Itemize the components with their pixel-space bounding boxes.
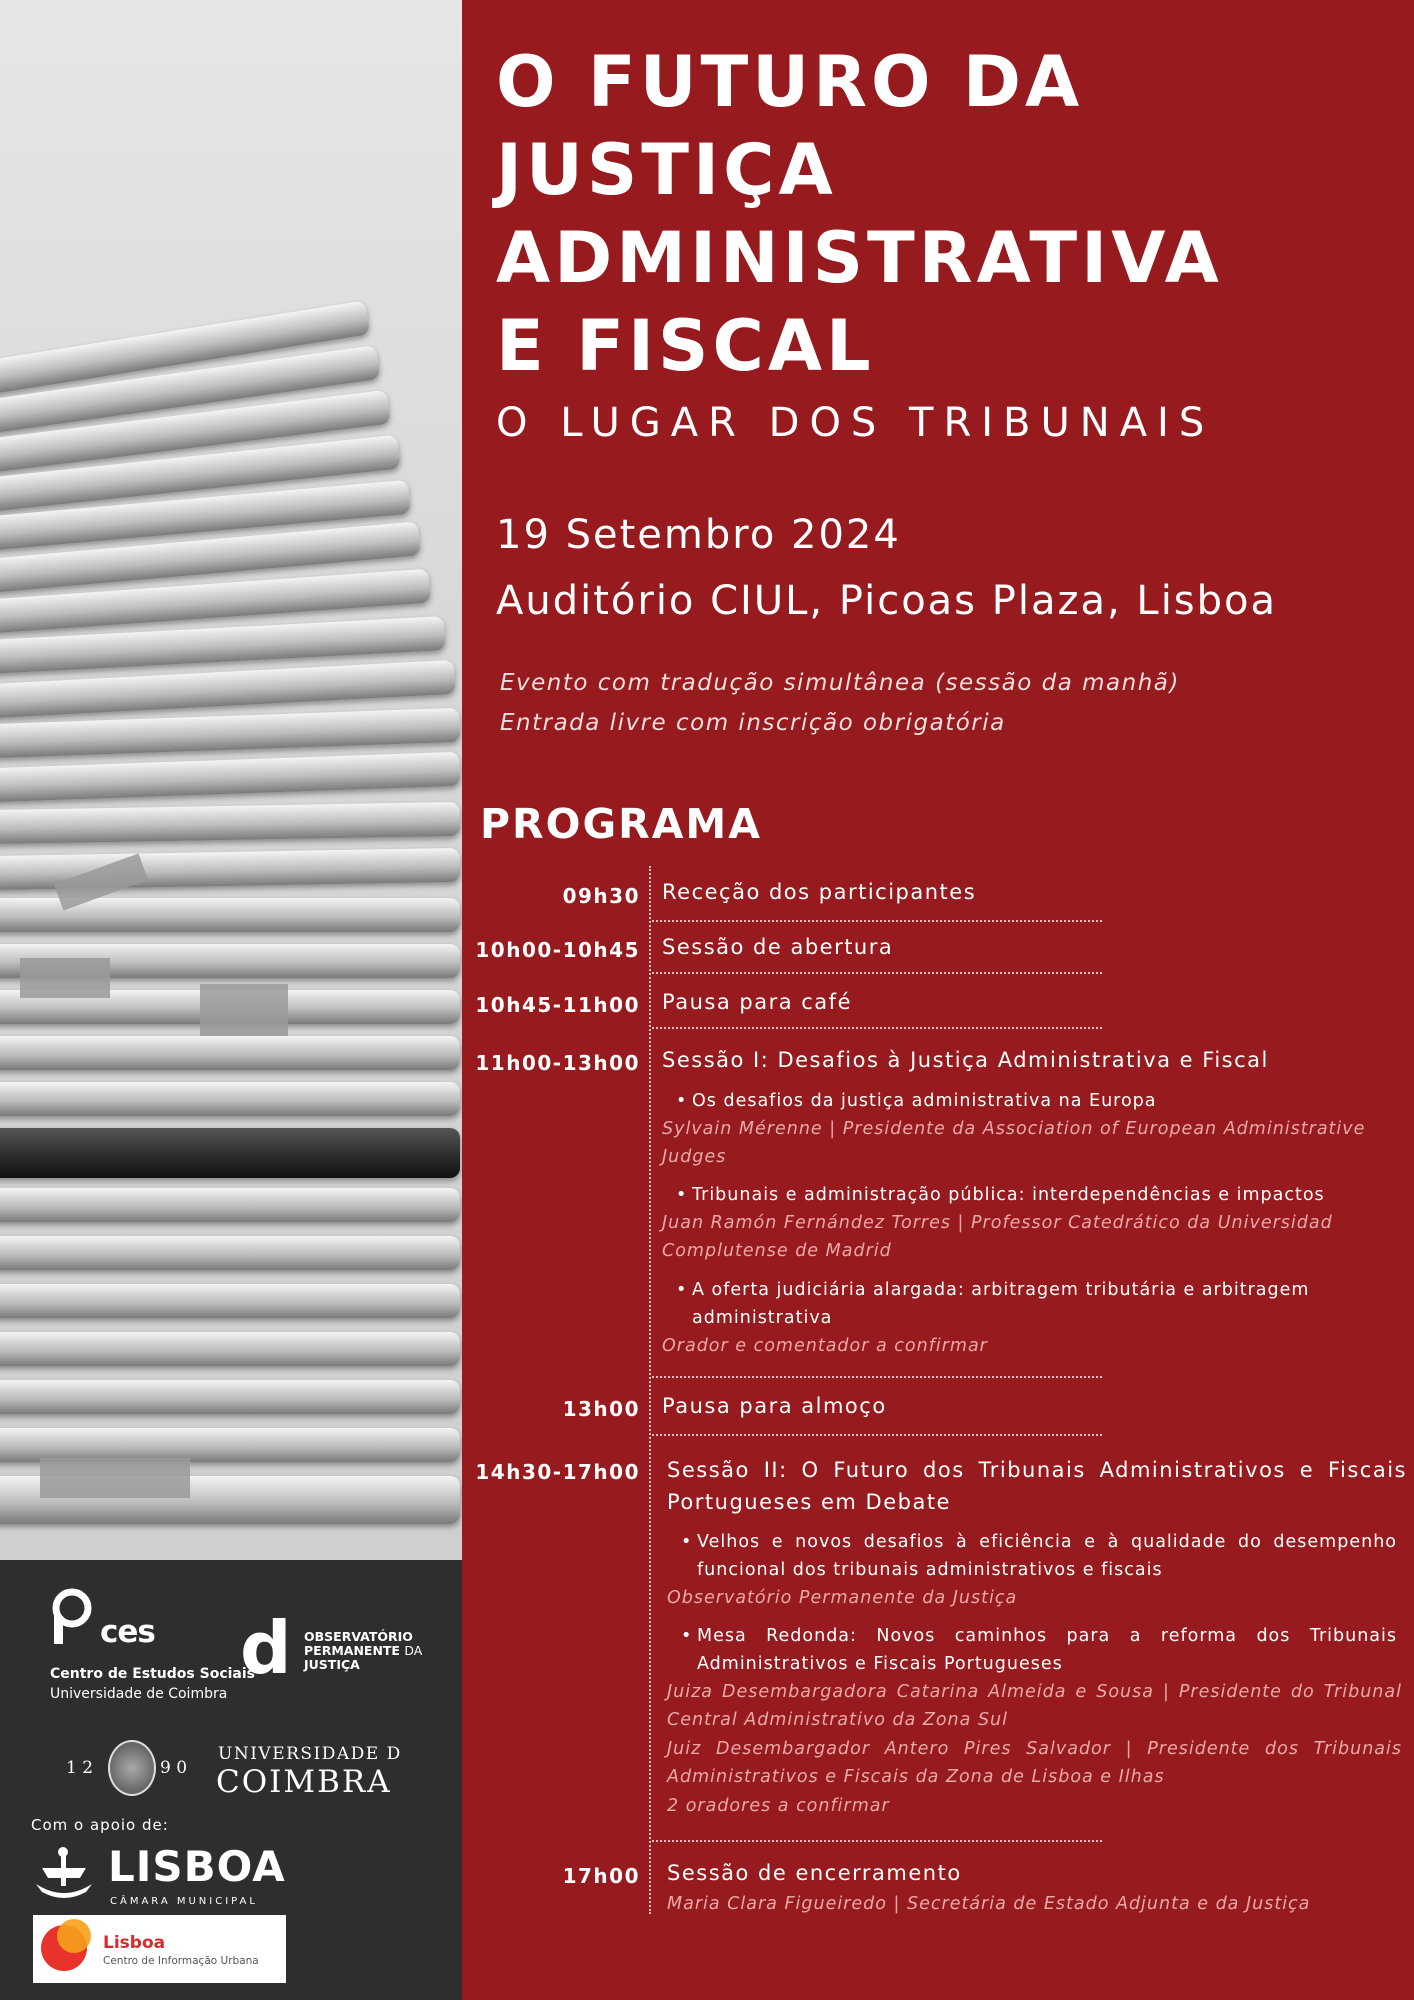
ces-mark-icon xyxy=(50,1586,98,1646)
schedule-title: Receção dos participantes xyxy=(662,880,977,904)
schedule-time: 17h00 xyxy=(562,1864,640,1888)
talk-speaker: Juiz Desembargador Antero Pires Salvador | Presidente dos Tribunais Administrativos e Fiscais da Zona de Lisboa e Ilhas xyxy=(667,1739,1402,1787)
schedule-time: 14h30-17h00 xyxy=(475,1460,640,1484)
paper-tab xyxy=(40,1458,190,1498)
schedule-time: 13h00 xyxy=(562,1397,640,1421)
book-layer xyxy=(0,1188,460,1222)
schedule-time: 09h30 xyxy=(562,884,640,908)
schedule-time: 10h00-10h45 xyxy=(475,938,640,962)
talk-topic: • Os desafios da justiça administrativa na Europa xyxy=(676,1091,1157,1111)
talk-speaker: Orador e comentador a confirmar xyxy=(662,1336,988,1356)
talk-speaker: Juiza Desembargadora Catarina Almeida e Sousa | Presidente do Tribunal Central Administrativo da Zona Sul xyxy=(667,1682,1402,1730)
talk-topic: • A oferta judiciária alargada: arbitragem tributária e arbitragem administrativa xyxy=(676,1280,1310,1328)
event-subtitle: O LUGAR DOS TRIBUNAIS xyxy=(496,400,1215,446)
talk-speaker: Sylvain Mérenne | Presidente da Association of European Administrative Judges xyxy=(662,1119,1366,1167)
ciu-subtitle: Centro de Informação Urbana xyxy=(103,1955,259,1967)
book-layer xyxy=(0,802,460,844)
book-layer xyxy=(0,708,460,758)
lisboa-wordmark: LISBOA xyxy=(108,1842,286,1891)
schedule-time: 11h00-13h00 xyxy=(475,1051,640,1075)
book-layer xyxy=(0,1332,460,1366)
stacked-papers-photo xyxy=(0,0,462,1560)
lisboa-ship-icon xyxy=(30,1846,98,1902)
ciu-circle-icon xyxy=(57,1919,91,1953)
separator xyxy=(652,972,1102,974)
talk-topic: • Tribunais e administração pública: interdependências e impactos xyxy=(676,1185,1325,1205)
programa-heading: PROGRAMA xyxy=(480,800,762,848)
observatorio-line2a: PERMANENTE xyxy=(304,1643,400,1658)
separator xyxy=(652,1840,1102,1842)
event-note-registration: Entrada livre com inscrição obrigatória xyxy=(500,710,1006,736)
schedule-time: 10h45-11h00 xyxy=(475,993,640,1017)
talk-speaker: Maria Clara Figueiredo | Secretária de Estado Adjunta e da Justiça xyxy=(667,1894,1311,1914)
ciu-logo xyxy=(33,1915,286,1983)
coimbra-year-right: 9 0 xyxy=(160,1758,188,1778)
apoio-label: Com o apoio de: xyxy=(31,1816,169,1834)
event-title: O FUTURO DA JUSTIÇA ADMINISTRATIVA E FISCAL xyxy=(496,41,1223,387)
schedule-title: Sessão de abertura xyxy=(662,935,894,959)
talk-topic-text: Os desafios da justiça administrativa na Europa xyxy=(692,1091,1157,1111)
talk-topic: • Mesa Redonda: Novos caminhos para a reforma dos Tribunais Administrativos e Fiscais Portugueses xyxy=(681,1626,1397,1674)
paper-tab xyxy=(200,984,288,1036)
schedule-title: Pausa para café xyxy=(662,990,852,1014)
lisboa-subtitle: CÂMARA MUNICIPAL xyxy=(110,1896,258,1907)
talk-topic-text: A oferta judiciária alargada: arbitragem tributária e arbitragem administrativa xyxy=(692,1280,1310,1328)
talk-speaker: 2 oradores a confirmar xyxy=(667,1796,890,1816)
event-note-translation: Evento com tradução simultânea (sessão da manhã) xyxy=(500,670,1180,696)
coimbra-year-left: 1 2 xyxy=(66,1758,94,1778)
book-layer xyxy=(0,1082,460,1116)
separator xyxy=(652,1027,1102,1029)
paper-tab xyxy=(20,958,110,998)
observatorio-line2b: DA xyxy=(404,1643,423,1658)
separator xyxy=(652,1434,1102,1436)
talk-speaker: Juan Ramón Fernández Torres | Professor Catedrático da Universidad Complutense de Madrid xyxy=(662,1213,1333,1261)
ces-university: Universidade de Coimbra xyxy=(50,1686,228,1702)
schedule-title: Sessão de encerramento xyxy=(667,1861,962,1885)
observatorio-text xyxy=(304,1630,444,1672)
book-layer xyxy=(0,1128,460,1178)
session-title: Sessão I: Desafios à Justiça Administrativa e Fiscal xyxy=(662,1048,1269,1072)
book-layer xyxy=(0,752,460,802)
timeline-divider xyxy=(649,866,651,1914)
talk-topic-text: Mesa Redonda: Novos caminhos para a reforma dos Tribunais Administrativos e Fiscais Portugueses xyxy=(697,1626,1397,1674)
left-panel xyxy=(0,0,462,2000)
right-panel xyxy=(462,0,1414,2000)
book-layer xyxy=(0,1036,460,1070)
observatorio-line3: JUSTIÇA xyxy=(304,1657,360,1672)
book-layer xyxy=(0,1236,460,1270)
ciu-name: Lisboa xyxy=(103,1933,166,1953)
coimbra-top-text: UNIVERSIDADE D xyxy=(218,1744,402,1764)
session-title: Sessão II: O Futuro dos Tribunais Administrativos e Fiscais Portugueses em Debate xyxy=(667,1458,1407,1514)
ces-wordmark: ces xyxy=(100,1614,155,1650)
ces-name: Centro de Estudos Sociais xyxy=(50,1666,255,1682)
book-layer xyxy=(0,1428,460,1462)
talk-topic-text: Tribunais e administração pública: interdependências e impactos xyxy=(692,1185,1325,1205)
book-layer xyxy=(0,1380,460,1414)
event-venue: Auditório CIUL, Picoas Plaza, Lisboa xyxy=(496,578,1278,624)
observatorio-mark-icon: d xyxy=(240,1606,292,1690)
observatorio-line1: OBSERVATÓRIO xyxy=(304,1629,413,1644)
coimbra-name: COIMBRA xyxy=(216,1764,392,1800)
talk-topic: • Velhos e novos desafios à eficiência e à qualidade do desempenho funcional dos tribunais administrativos e fiscais xyxy=(681,1532,1397,1580)
separator xyxy=(652,920,1102,922)
book-layer xyxy=(0,1284,460,1318)
event-date: 19 Setembro 2024 xyxy=(496,512,901,558)
schedule-title: Pausa para almoço xyxy=(662,1394,887,1418)
separator xyxy=(652,1376,1102,1378)
talk-topic-text: Velhos e novos desafios à eficiência e à qualidade do desempenho funcional dos tribunais administrativos e fiscais xyxy=(697,1532,1397,1580)
talk-speaker: Observatório Permanente da Justiça xyxy=(667,1588,1018,1608)
coimbra-seal-icon xyxy=(108,1740,156,1796)
